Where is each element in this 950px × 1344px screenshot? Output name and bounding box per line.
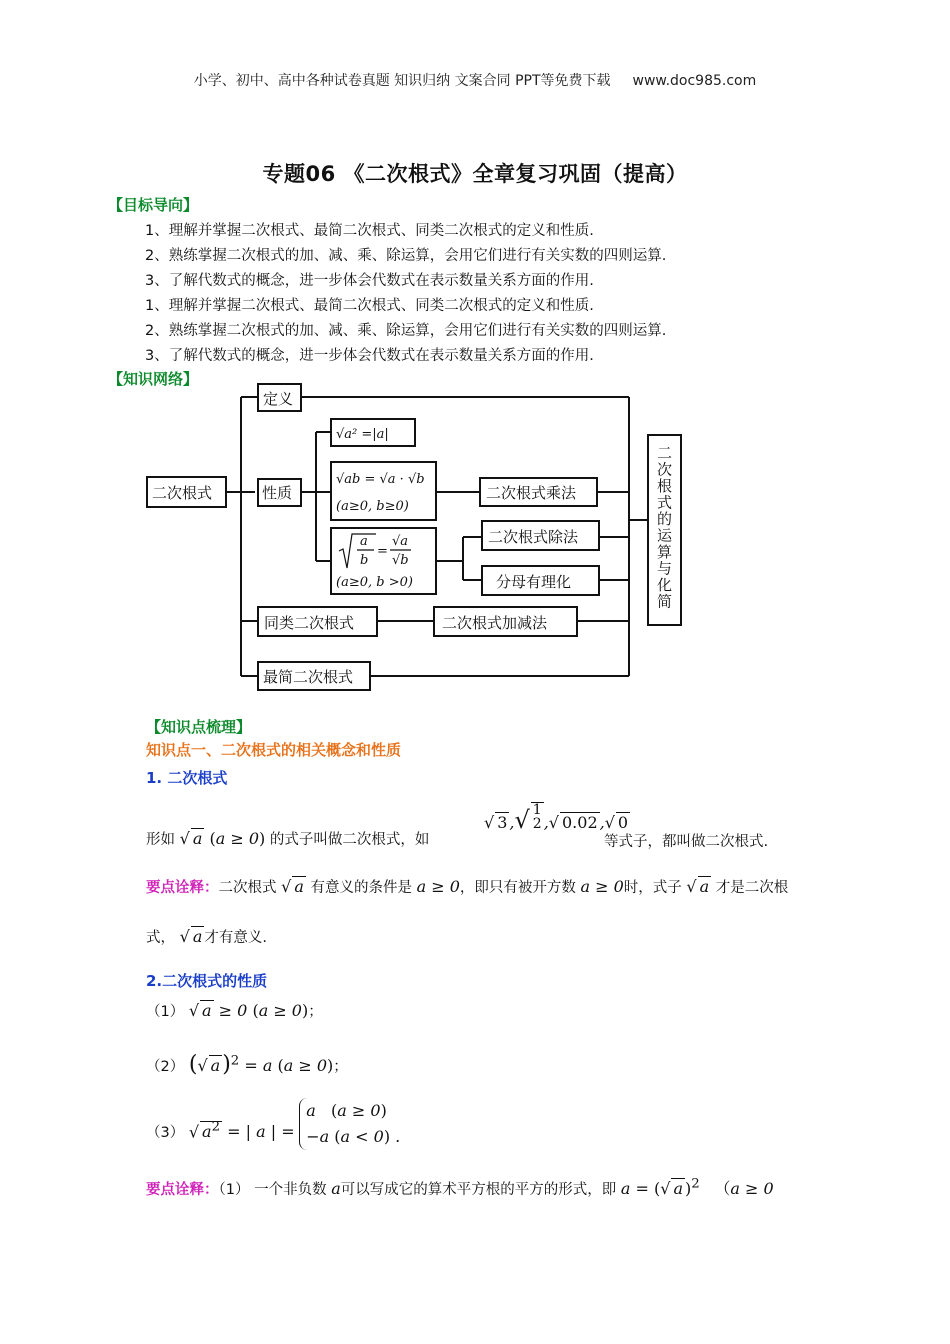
note1-line2: 式， √ a 才有意义. bbox=[146, 927, 267, 946]
def-pre: 形如 bbox=[146, 832, 175, 848]
formula3-condition: (a≥0, b >0) bbox=[336, 575, 413, 590]
example-roots: √ 3 ,√ 1 2 ,√ 0.02 ,√ 0 bbox=[484, 802, 629, 834]
goal-item: 2、熟练掌握二次根式的加、减、乘、除运算，会用它们进行有关实数的四则运算. bbox=[145, 248, 667, 264]
right-label-char: 式 bbox=[657, 493, 673, 512]
right-label-char: 与 bbox=[657, 559, 673, 578]
property-label: 性质 bbox=[262, 484, 293, 502]
note2-label: 要点诠释： bbox=[146, 1182, 219, 1198]
note2-line: 要点诠释：（1） 一个非负数 a可以写成它的算术平方根的平方的形式，即 a = (√ a )$^2$ （a ≥ 0 bbox=[146, 1176, 774, 1198]
def-post: 等式子，都叫做二次根式. bbox=[604, 834, 769, 850]
note1-line: 要点诠释：二次根式 √ a 有意义的条件是 a ≥ 0，即只有被开方数 a ≥ 0时，式子 √ a 才是二次根 bbox=[146, 877, 789, 896]
def-mid: 的式子叫做二次根式，如 bbox=[269, 832, 430, 848]
header-url[interactable]: www.doc985.com bbox=[632, 73, 757, 89]
formula2-condition: (a≥0, b≥0) bbox=[336, 499, 409, 514]
definition-line: 形如 √ a (a ≥ 0) 的式子叫做二次根式，如 bbox=[146, 829, 430, 848]
right-vertical-label bbox=[657, 444, 673, 611]
note-label: 要点诠释： bbox=[146, 880, 219, 896]
network-heading: 【知识网络】 bbox=[108, 370, 199, 388]
definition-label: 定义 bbox=[263, 390, 294, 408]
svg-text:√a: √a bbox=[392, 534, 409, 549]
header-text: 小学、初中、高中各种试卷真题 知识归纳 文案合同 PPT等免费下载 bbox=[193, 73, 611, 89]
addsub-label: 二次根式加减法 bbox=[442, 614, 548, 632]
svg-text:√b: √b bbox=[392, 553, 409, 568]
goal-item: 3、了解代数式的概念，进一步体会代数式在表示数量关系方面的作用. bbox=[145, 348, 594, 364]
formula1-label: √a² =|a| bbox=[336, 427, 389, 442]
property-1: （1） √ a ≥ 0 (a ≥ 0)； bbox=[146, 1001, 323, 1020]
formula3-numerator-a: a bbox=[360, 534, 368, 549]
right-label-char: 运 bbox=[657, 526, 673, 545]
knowledge-heading: 【知识点梳理】 bbox=[146, 718, 252, 736]
page-title: 专题06 《二次根式》全章复习巩固（提高） bbox=[262, 162, 688, 186]
rationalize-label: 分母有理化 bbox=[496, 573, 572, 591]
property-2: （2） (√ a)$^2$ = a (a ≥ 0)； bbox=[146, 1052, 348, 1077]
right-label-char: 根 bbox=[657, 477, 673, 495]
goal-item: 1、理解并掌握二次根式、最简二次根式、同类二次根式的定义和性质. bbox=[145, 298, 594, 314]
right-label-char: 化 bbox=[657, 576, 673, 594]
goal-item: 1、理解并掌握二次根式、最简二次根式、同类二次根式的定义和性质. bbox=[145, 223, 594, 239]
formula2-label: √ab = √a · √b bbox=[336, 472, 425, 487]
similar-label: 同类二次根式 bbox=[264, 614, 355, 632]
right-label-char: 的 bbox=[657, 510, 673, 528]
subsection-1: 1. 二次根式 bbox=[146, 769, 228, 787]
multiply-label: 二次根式乘法 bbox=[486, 484, 577, 502]
formula3-denominator-b: b bbox=[360, 553, 369, 568]
knowledge-point1: 知识点一、二次根式的相关概念和性质 bbox=[146, 741, 402, 759]
property-3: （3） √ $a^2$ = | a | = a (a ≥ 0) −a (a < 0) . bbox=[146, 1098, 400, 1150]
right-label-char: 简 bbox=[657, 592, 673, 611]
right-label-char: 二 bbox=[657, 444, 673, 462]
svg-text:=: = bbox=[377, 544, 388, 559]
goal-item: 3、了解代数式的概念，进一步体会代数式在表示数量关系方面的作用. bbox=[145, 273, 594, 289]
subsection-2: 2.二次根式的性质 bbox=[146, 972, 268, 990]
goals-heading: 【目标导向】 bbox=[108, 196, 199, 214]
right-label-char: 算 bbox=[657, 543, 673, 561]
simplest-label: 最简二次根式 bbox=[263, 668, 354, 686]
root-label: 二次根式 bbox=[152, 484, 213, 502]
divide-label: 二次根式除法 bbox=[488, 528, 579, 546]
goal-item: 2、熟练掌握二次根式的加、减、乘、除运算，会用它们进行有关实数的四则运算. bbox=[145, 323, 667, 339]
right-label-char: 次 bbox=[657, 460, 673, 479]
